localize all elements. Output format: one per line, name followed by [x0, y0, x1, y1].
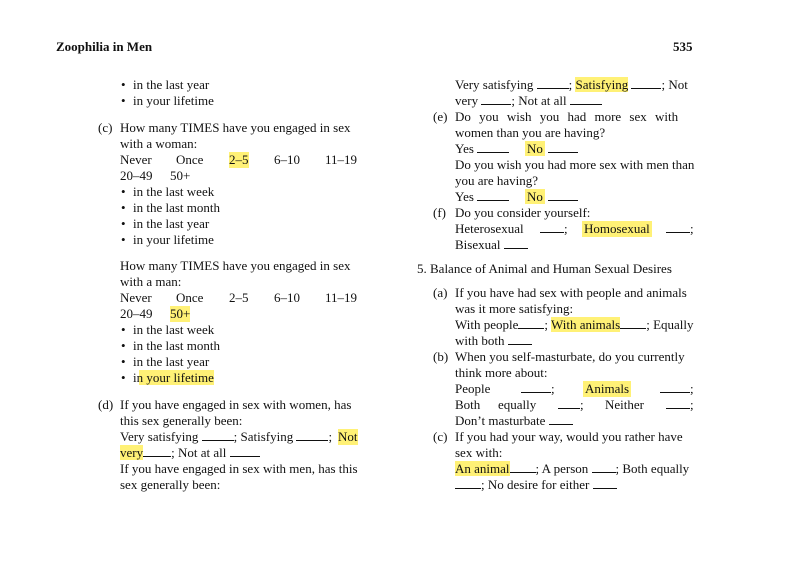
answer-line	[455, 141, 509, 157]
question-text: with a man:	[120, 274, 182, 289]
bullet-item: • in the last year	[133, 216, 209, 232]
answer-line	[455, 413, 573, 429]
answer-option: Very satisfying	[455, 77, 534, 92]
answer-satisfying-highlighted: Satisfying	[575, 77, 629, 92]
answer-blank	[296, 439, 328, 441]
answer-with-animals-highlighted: With animals	[551, 317, 621, 332]
question-text: with a woman:	[120, 136, 198, 151]
answer-line: ;	[666, 397, 694, 413]
option-never: Never	[120, 290, 152, 305]
answer-blank	[143, 455, 171, 457]
answer-blank	[558, 407, 580, 409]
question-text: If you have had sex with people and animals	[455, 285, 687, 300]
question-text: think more about:	[455, 365, 548, 380]
question-text: If you have engaged in sex with men, has this	[120, 461, 358, 476]
answer-neither: Neither	[605, 397, 644, 412]
answer-blank	[570, 103, 602, 105]
option-11-19: 11–19	[325, 290, 358, 305]
answer-blank	[518, 327, 544, 329]
answer-blank	[660, 391, 690, 393]
answer-bisexual: Bisexual	[455, 237, 501, 252]
bullet-item: • in the last month	[133, 200, 220, 216]
question-text: Do you wish you had more sex with men than	[455, 157, 695, 172]
question-text: you are having?	[455, 173, 539, 188]
answer-line: ;	[558, 397, 584, 413]
answer-option: Not at all	[177, 445, 227, 460]
answer-option: Not at all	[518, 93, 567, 108]
answer-line: very ; Not at all	[455, 93, 602, 109]
answer-equally: equally	[498, 397, 537, 412]
question-label-f: (f)	[433, 205, 446, 220]
bullet-item-highlighted	[133, 370, 214, 386]
page-number: 535	[673, 39, 693, 54]
answer-line: ;	[540, 221, 568, 237]
answer-blank	[455, 487, 481, 489]
bullet-item: • in your lifetime	[133, 93, 214, 109]
answer-option: Both equally	[622, 461, 690, 476]
bullet-item: • in the last year	[133, 354, 209, 370]
answer-no-highlighted: No	[527, 189, 543, 204]
answer-blank	[508, 343, 532, 345]
answer-blank	[202, 439, 234, 441]
answer-line: ;	[660, 381, 694, 397]
answer-people: People	[455, 381, 491, 396]
answer-line	[525, 189, 578, 205]
question-text: If you have engaged in sex with women, has	[120, 397, 352, 412]
question-text: How many TIMES have you engaged in sex	[120, 120, 351, 135]
question-label-d: (d)	[98, 397, 114, 412]
answer-line	[455, 237, 528, 253]
answer-blank	[537, 87, 569, 89]
answer-homosexual-highlighted: Homosexual	[584, 221, 650, 236]
option-once: Once	[176, 290, 204, 305]
answer-line	[525, 141, 578, 157]
question-text: Do you consider yourself:	[455, 205, 591, 220]
answer-yes: Yes	[455, 141, 474, 156]
answer-blank	[504, 247, 528, 249]
answer-option: Not	[668, 77, 688, 92]
option-11-19: 11–19	[325, 152, 358, 167]
answer-line	[455, 189, 509, 205]
section-heading: 5. Balance of Animal and Human Sexual Desires	[417, 261, 672, 276]
option-2-5-highlighted: 2–5	[229, 152, 249, 167]
answer-blank	[592, 471, 616, 473]
option-50-plus-highlighted: 50+	[170, 306, 191, 321]
bullet-item: • in the last year	[133, 77, 209, 93]
answer-option: No desire for either	[487, 477, 590, 492]
answer-option: Satisfying	[240, 429, 294, 444]
answer-blank	[620, 327, 646, 329]
question-label-c: (c)	[433, 429, 448, 444]
answer-line: ; No desire for either	[455, 477, 617, 493]
answer-not-highlighted: Not	[338, 429, 358, 444]
answer-blank	[549, 423, 573, 425]
answer-line: Very satisfying ; Satisfying ;	[120, 429, 333, 444]
question-text: women than you are having?	[455, 125, 606, 140]
option-never: Never	[120, 152, 152, 167]
answer-blank	[593, 487, 617, 489]
option-20-49: 20–49	[120, 306, 153, 321]
option-2-5: 2–5	[229, 290, 249, 305]
answer-blank	[540, 231, 564, 233]
answer-blank	[548, 199, 578, 201]
answer-yes: Yes	[455, 189, 474, 204]
answer-very-highlighted: very	[120, 445, 144, 460]
answer-line: An animal ; A person ; Both equally	[455, 461, 690, 476]
answer-blank	[510, 471, 536, 473]
option-6-10: 6–10	[274, 152, 300, 167]
answer-blank	[666, 231, 690, 233]
option-once: Once	[176, 152, 204, 167]
question-label-e: (e)	[433, 109, 448, 124]
answer-no-highlighted: No	[527, 141, 543, 156]
option-20-49: 20–49	[120, 168, 153, 183]
answer-option: with both	[455, 333, 505, 348]
answer-heterosexual: Heterosexual	[455, 221, 524, 236]
question-text: sex with:	[455, 445, 503, 460]
answer-blank	[521, 391, 551, 393]
answer-blank	[548, 151, 578, 153]
bullet-item: • in the last month	[133, 338, 220, 354]
bullet-item: • in your lifetime	[133, 232, 214, 248]
question-label-a: (a)	[433, 285, 448, 300]
answer-an-animal-highlighted: An animal	[455, 461, 510, 476]
answer-line	[455, 333, 532, 349]
question-text: was it more satisfying:	[455, 301, 574, 316]
answer-blank	[481, 103, 511, 105]
question-text: When you self-masturbate, do you currently	[455, 349, 685, 364]
bullet-item: • in the last week	[133, 322, 214, 338]
answer-blank	[631, 87, 661, 89]
question-label-b: (b)	[433, 349, 449, 364]
answer-animals-highlighted: Animals	[585, 381, 630, 396]
answer-blank	[477, 151, 509, 153]
option-6-10: 6–10	[274, 290, 300, 305]
answer-option: A person	[541, 461, 589, 476]
answer-option: very	[455, 93, 479, 108]
answer-both: Both	[455, 397, 481, 412]
answer-option: Very satisfying	[120, 429, 199, 444]
answer-blank	[477, 199, 509, 201]
answer-line: With people ; With animals ; Equally	[455, 317, 694, 332]
answer-line: ;	[666, 221, 694, 237]
bullet-item-text: in your lifetime	[133, 370, 214, 385]
answer-option: With people	[455, 317, 519, 332]
answer-blank	[230, 455, 260, 457]
question-text: this sex generally been:	[120, 413, 243, 428]
running-title: Zoophilia in Men	[56, 39, 153, 54]
question-text: Do you wish you had more sex with	[455, 109, 679, 124]
answer-line: ;	[521, 381, 555, 397]
bullet-item: • in the last week	[133, 184, 214, 200]
option-50-plus: 50+	[170, 168, 191, 183]
answer-line: Very satisfying ; Satisfying ; Not	[455, 77, 688, 92]
answer-line: very ; Not at all	[120, 445, 260, 461]
question-text: How many TIMES have you engaged in sex	[120, 258, 351, 273]
answer-dont-masturbate: Don’t masturbate	[455, 413, 546, 428]
question-text: sex generally been:	[120, 477, 221, 492]
question-text: If you had your way, would you rather have	[455, 429, 683, 444]
answer-option: Equally	[653, 317, 694, 332]
answer-blank	[666, 407, 690, 409]
question-label-c: (c)	[98, 120, 113, 135]
